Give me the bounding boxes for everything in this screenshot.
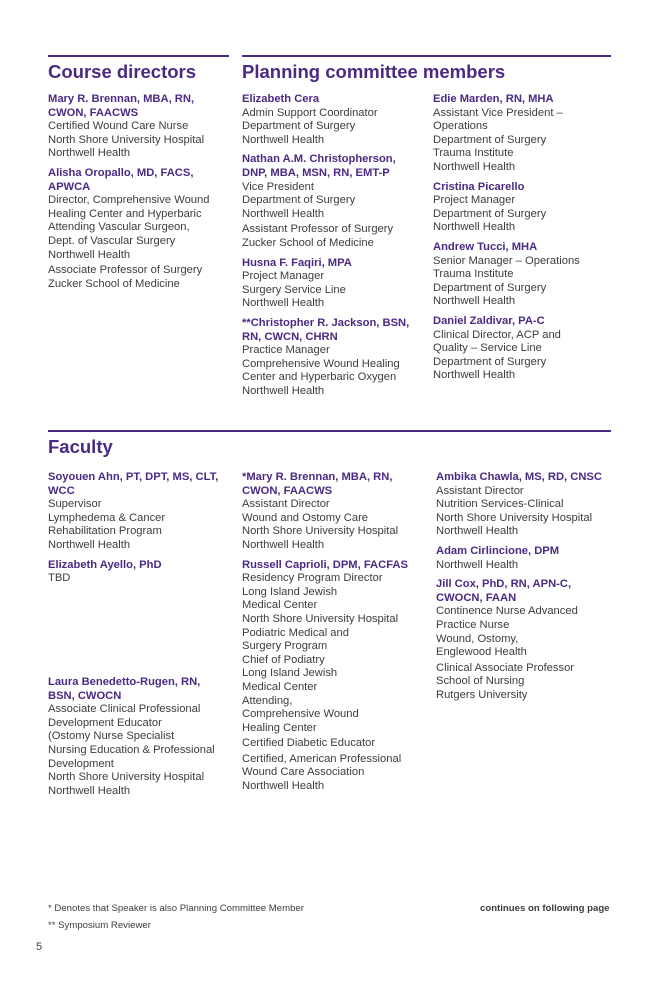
person-name: Elizabeth Cera bbox=[242, 93, 320, 105]
person-role-line: Department of Surgery bbox=[433, 133, 547, 146]
person-role-line: Department of Surgery bbox=[242, 194, 356, 207]
person-name: DNP, MBA, MSN, RN, EMT-P bbox=[242, 166, 390, 179]
person-name: Nathan A.M. Christopherson, bbox=[242, 153, 396, 166]
person-entry bbox=[48, 167, 233, 291]
person-name: WCC bbox=[48, 484, 75, 497]
planning-committee-rule bbox=[242, 55, 611, 57]
person-name: *Mary R. Brennan, MBA, RN, bbox=[242, 471, 393, 483]
person-role-line: North Shore University Hospital bbox=[242, 612, 399, 625]
person-name: Daniel Zaldivar, PA-C bbox=[433, 314, 545, 327]
person-role-line: Wound and Ostomy Care bbox=[242, 511, 369, 524]
person-role-line: Medical Center bbox=[242, 680, 318, 693]
course-directors-rule bbox=[48, 55, 229, 57]
faculty-heading: Faculty bbox=[48, 436, 113, 457]
person-role-line: Long Island Jewish bbox=[242, 667, 338, 680]
person-role-line: Admin Support Coordinator bbox=[242, 106, 378, 119]
person-role-line: Assistant Vice President – bbox=[433, 106, 563, 119]
person-entry bbox=[433, 181, 618, 235]
person-role-line: Clinical Director, ACP and bbox=[433, 328, 561, 341]
person-role-line: North Shore University Hospital bbox=[242, 525, 399, 538]
page-number: 5 bbox=[36, 941, 43, 953]
person-name: Andrew Tucci, MHA bbox=[433, 240, 538, 253]
person-entry bbox=[433, 315, 618, 383]
person-role-line: Northwell Health bbox=[433, 221, 516, 234]
person-role-line: Department of Surgery bbox=[242, 120, 356, 133]
person-role-line: Northwell Health bbox=[242, 538, 325, 551]
person-role-line: Clinical Associate Professor bbox=[436, 661, 575, 674]
person-role-line: Northwell Health bbox=[436, 525, 519, 538]
course-directors-list bbox=[48, 93, 233, 297]
person-role-line: Quality – Service Line bbox=[433, 342, 542, 355]
person-role-line: Northwell Health bbox=[48, 784, 131, 797]
person-entry bbox=[48, 93, 233, 161]
person-role-line: Director, Comprehensive Wound bbox=[48, 194, 210, 207]
planning-committee-list-right bbox=[433, 93, 618, 389]
course-directors-heading: Course directors bbox=[48, 61, 197, 82]
person-name: RN, CWCN, CHRN bbox=[242, 330, 338, 343]
person-role-line: Practice Nurse bbox=[436, 618, 510, 631]
person-role-line: Trauma Institute bbox=[433, 147, 514, 160]
person-entry bbox=[242, 317, 427, 399]
speaker-footnote: * Denotes that Speaker is also Planning Committee Member bbox=[48, 903, 304, 914]
person-role-line: School of Nursing bbox=[436, 675, 525, 688]
person-role-line: Wound, Ostomy, bbox=[436, 632, 519, 645]
person-role-line: North Shore University Hospital bbox=[436, 511, 593, 524]
person-role-line: Zucker School of Medicine bbox=[48, 277, 180, 290]
reviewer-footnote: ** Symposium Reviewer bbox=[48, 920, 151, 931]
person-role-line: Development bbox=[48, 757, 114, 770]
person-role-line: TBD bbox=[48, 572, 71, 585]
person-role-line: Assistant Director bbox=[242, 498, 330, 511]
person-role-line: Practice Manager bbox=[242, 344, 330, 357]
continues-note: continues on following page bbox=[480, 903, 610, 914]
faculty-list-col1 bbox=[48, 471, 236, 592]
person-role-line: Attending Vascular Surgeon, bbox=[48, 221, 190, 234]
person-entry bbox=[48, 471, 236, 553]
person-name: CWON, FAACWS bbox=[242, 484, 333, 497]
person-role-line: Northwell Health bbox=[242, 133, 325, 146]
person-role-line: Northwell Health bbox=[242, 207, 325, 220]
person-role-line: Surgery Service Line bbox=[242, 283, 346, 296]
person-entry bbox=[242, 471, 430, 553]
person-role-line: Northwell Health bbox=[48, 147, 131, 160]
person-role-line: Operations bbox=[433, 120, 488, 133]
person-role-line: Center and Hyperbaric Oxygen bbox=[242, 371, 397, 384]
person-role-line: Continence Nurse Advanced bbox=[436, 605, 578, 618]
person-role-line: Northwell Health bbox=[48, 538, 131, 551]
person-role-line: Northwell Health bbox=[433, 160, 516, 173]
person-name: Soyouen Ahn, PT, DPT, MS, CLT, bbox=[48, 471, 219, 483]
person-entry bbox=[433, 241, 618, 309]
person-role-line: Lymphedema & Cancer bbox=[48, 511, 166, 524]
person-role-line: Rutgers University bbox=[436, 688, 528, 701]
person-role-line: North Shore University Hospital bbox=[48, 133, 205, 146]
person-role-line: Podiatric Medical and bbox=[242, 626, 349, 639]
person-name: CWOCN, FAAN bbox=[436, 591, 517, 604]
person-entry bbox=[436, 471, 624, 539]
person-role-line: Development Educator bbox=[48, 716, 162, 729]
person-role-line: Senior Manager – Operations bbox=[433, 254, 580, 267]
person-role-line: Nursing Education & Professional bbox=[48, 743, 215, 756]
person-role-line: Surgery Program bbox=[242, 640, 328, 653]
person-role-line: Northwell Health bbox=[242, 384, 325, 397]
person-name: APWCA bbox=[48, 180, 91, 193]
person-role-line: Long Island Jewish bbox=[242, 585, 338, 598]
person-role-line: Assistant Professor of Surgery bbox=[242, 223, 394, 236]
person-role-line: Supervisor bbox=[48, 498, 102, 511]
person-role-line: Northwell Health bbox=[242, 780, 325, 793]
person-role-line: Certified Diabetic Educator bbox=[242, 737, 376, 750]
person-role-line: Medical Center bbox=[242, 599, 318, 612]
person-role-line: Project Manager bbox=[242, 270, 325, 283]
person-role-line: (Ostomy Nurse Specialist bbox=[48, 730, 175, 743]
person-role-line: Vice President bbox=[242, 180, 314, 193]
person-entry bbox=[242, 153, 427, 250]
person-role-line: Healing Center and Hyperbaric bbox=[48, 207, 202, 220]
person-entry bbox=[48, 559, 236, 586]
person-role-line: Department of Surgery bbox=[433, 281, 547, 294]
person-name: Cristina Picarello bbox=[433, 180, 525, 193]
faculty-list-col1-lower bbox=[48, 676, 236, 804]
person-role-line: Northwell Health bbox=[436, 558, 519, 571]
person-entry bbox=[433, 93, 618, 175]
faculty-list-col2 bbox=[242, 471, 430, 800]
person-role-line: Northwell Health bbox=[48, 248, 131, 261]
person-role-line: Northwell Health bbox=[433, 295, 516, 308]
person-name: CWON, FAACWS bbox=[48, 106, 139, 119]
person-role-line: Certified Wound Care Nurse bbox=[48, 120, 189, 133]
person-name: **Christopher R. Jackson, BSN, bbox=[242, 316, 410, 329]
person-name: Jill Cox, PhD, RN, APN-C, bbox=[436, 578, 572, 591]
person-name: Edie Marden, RN, MHA bbox=[433, 93, 554, 105]
person-name: Adam Cirlincione, DPM bbox=[436, 544, 560, 557]
person-name: Mary R. Brennan, MBA, RN, bbox=[48, 93, 195, 105]
person-role-line: Residency Program Director bbox=[242, 572, 383, 585]
person-role-line: Wound Care Association bbox=[242, 766, 365, 779]
person-entry bbox=[48, 676, 236, 798]
person-entry bbox=[242, 93, 427, 147]
person-role-line: Nutrition Services-Clinical bbox=[436, 498, 564, 511]
person-role-line: Healing Center bbox=[242, 721, 317, 734]
person-role-line: Associate Clinical Professional bbox=[48, 703, 201, 716]
faculty-list-col3 bbox=[436, 471, 624, 709]
faculty-rule bbox=[48, 430, 611, 432]
person-name: BSN, CWOCN bbox=[48, 689, 122, 702]
person-role-line: Attending, bbox=[242, 694, 293, 707]
person-name: Ambika Chawla, MS, RD, CNSC bbox=[436, 471, 602, 483]
person-role-line: North Shore University Hospital bbox=[48, 771, 205, 784]
person-role-line: Englewood Health bbox=[436, 646, 527, 659]
person-role-line: Chief of Podiatry bbox=[242, 653, 325, 666]
person-role-line: Department of Surgery bbox=[433, 207, 547, 220]
person-role-line: Project Manager bbox=[433, 194, 516, 207]
planning-committee-heading: Planning committee members bbox=[242, 61, 506, 82]
person-name: Alisha Oropallo, MD, FACS, bbox=[48, 166, 194, 179]
person-name: Husna F. Faqiri, MPA bbox=[242, 256, 352, 269]
person-role-line: Associate Professor of Surgery bbox=[48, 264, 203, 277]
person-role-line: Assistant Director bbox=[436, 484, 524, 497]
person-role-line: Department of Surgery bbox=[433, 355, 547, 368]
person-name: Laura Benedetto-Rugen, RN, bbox=[48, 676, 201, 688]
person-name: Elizabeth Ayello, PhD bbox=[48, 558, 162, 571]
planning-committee-list-left bbox=[242, 93, 427, 404]
person-entry bbox=[436, 578, 624, 702]
person-role-line: Rehabilitation Program bbox=[48, 525, 162, 538]
person-role-line: Dept. of Vascular Surgery bbox=[48, 234, 176, 247]
person-role-line: Trauma Institute bbox=[433, 268, 514, 281]
person-name: Russell Caprioli, DPM, FACFAS bbox=[242, 558, 408, 571]
person-role-line: Comprehensive Wound bbox=[242, 708, 359, 721]
person-entry bbox=[436, 545, 624, 572]
person-entry bbox=[242, 257, 427, 311]
person-role-line: Zucker School of Medicine bbox=[242, 236, 374, 249]
person-entry bbox=[242, 559, 430, 794]
person-role-line: Northwell Health bbox=[433, 369, 516, 382]
person-role-line: Comprehensive Wound Healing bbox=[242, 357, 400, 370]
person-role-line: Certified, American Professional bbox=[242, 752, 402, 765]
person-role-line: Northwell Health bbox=[242, 297, 325, 310]
